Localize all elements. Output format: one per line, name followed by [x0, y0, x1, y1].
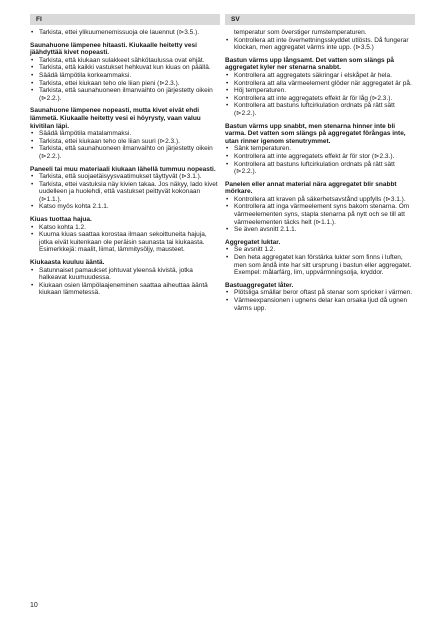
section-title: Aggregatet luktar.	[225, 238, 281, 246]
list-item: temperatur som överstiger rumstemperaturen.	[234, 29, 367, 36]
bullet-list	[30, 224, 220, 254]
list-item: • Kontrollera att inte överhettningsskyddet utlösts. Då fungerar klockan, men aggregatet värms inte upp. (⊳3.5.)	[225, 37, 415, 52]
list-item: • Satunnaiset pamaukset johtuvat yleensä kivistä, jotka halkeavat kuumuudessa.	[30, 267, 220, 282]
list-item: • Kontrollera att inga värmeelement syns bakom stenarna. Om värmeelementen syns, stapla stenarna på nytt och se till att värmeelementen täcks helt (⊳1.1.).	[225, 203, 415, 226]
troubleshooting-section	[225, 282, 415, 312]
list-item: • Kuuma kiuas saattaa korostaa ilmaan sekoittuneita hajuja, jotka eivät kuitenkaan ole peräisin saunasta tai kiukaasta. Esimerkkejä: maalit, liimat, lämmitysöljy, mausteet.	[30, 231, 220, 254]
bullet-list	[30, 130, 220, 160]
section-list	[225, 57, 415, 312]
bullet-list	[225, 72, 415, 118]
list-item: • Värmeexpansionen i ugnens delar kan orsaka ljud då ugnen värms upp.	[225, 297, 415, 312]
list-item: • Plötsliga smällar beror oftast på stenar som spricker i värmen.	[225, 289, 415, 297]
bullet-list	[225, 196, 415, 234]
bullet-list	[225, 145, 415, 175]
list-item: • Kontrollera att aggregatets säkringar i elskåpet är hela.	[225, 72, 415, 80]
list-item: • Kontrollera att kraven på säkerhetsavstånd uppfylls (⊳3.1.).	[225, 196, 415, 204]
list-item: • Tarkista, että saunahuoneen ilmanvaihto on järjestetty oikein (⊳2.2.).	[30, 87, 220, 102]
troubleshooting-section	[225, 239, 415, 277]
section-title: Bastun värms upp långsamt. Det vatten som slängs på aggregatet kyler ner stenarna snabbt.	[225, 56, 395, 72]
troubleshooting-section	[30, 216, 220, 254]
bullet-list	[30, 57, 220, 103]
list-item: • Kontrollera att inte aggregatets effekt är för låg (⊳2.3.).	[225, 95, 415, 103]
section-title: Kiuas tuottaa hajua.	[30, 216, 92, 224]
list-item: • Tarkista, ettei vastuksia näy kivien takaa. Jos näkyy, lado kivet uudelleen ja huolehdi, että vastukset peittyvät kokonaan (⊳1.1.).	[30, 181, 220, 204]
section-title: Saunahuone lämpenee nopeasti, mutta kivet eivät ehdi lämmetä. Kiukaalle heitetty vesi ei höyrysty, vaan valuu kivitilan läpi.	[30, 107, 201, 130]
section-list	[30, 42, 220, 297]
bullet-list	[30, 173, 220, 211]
list-item: • Tarkista, että kiukaan sulakkeet sähkötaulussa ovat ehjät.	[30, 57, 220, 65]
list-item: • Tarkista, että suojaetäisyysvaatimukset täyttyvät (⊳3.1.).	[30, 173, 220, 181]
list-item: • Tarkista, että kaikki vastukset hehkuvat kun kiuas on päällä.	[30, 64, 220, 72]
intro-list	[225, 29, 415, 52]
list-item: • Tarkista, ettei kiukaan teho ole liian suuri (⊳2.3.).	[30, 138, 220, 146]
section-title: Paneeli tai muu materiaali kiukaan lähellä tummuu nopeasti.	[30, 165, 216, 173]
page-number: 10	[30, 602, 38, 609]
list-item: • Den heta aggregatet kan förstärka lukter som finns i luften, men som ändå inte har sitt ursprung i bastun eller aggregatet. Exempel: målarfärg, lim, uppvärmningsolja, kryddor.	[225, 254, 415, 277]
section-title: Kiukaasta kuuluu ääntä.	[30, 259, 105, 267]
list-item: • Tarkista, että saunahuoneen ilmanvaihto on järjestetty oikein (⊳2.2.).	[30, 145, 220, 160]
troubleshooting-section	[30, 107, 220, 160]
list-item: • Katso myös kohta 2.1.1.	[30, 203, 220, 211]
list-item: • Kontrollera att alla värmeelement glöder när aggregatet är på.	[225, 80, 415, 88]
language-tab-fi: FI	[30, 14, 220, 25]
list-item: • Tarkista, ettei ylikuumenemissuoja ole lauennut (⊳3.5.).	[30, 29, 220, 37]
list-item: • Säädä lämpötila matalammaksi.	[30, 130, 220, 138]
list-item: • Se även avsnitt 2.1.1.	[225, 226, 415, 234]
list-item: • Höj temperaturen.	[225, 87, 415, 95]
list-item: • Katso kohta 1.2.	[30, 224, 220, 232]
list-item: • Kiukaan osien lämpölaajeneminen saattaa aiheuttaa ääntä kiukaan lämmetessä.	[30, 282, 220, 297]
intro-list	[30, 29, 220, 37]
list-item: • Säädä lämpötila korkeammaksi.	[30, 72, 220, 80]
troubleshooting-section	[30, 42, 220, 103]
list-item: • Kontrollera att inte aggregatets effekt är för stor (⊳2.3.).	[225, 153, 415, 161]
list-item: • Kontrollera att bastuns luftcirkulation ordnats på rätt sätt (⊳2.2.).	[225, 161, 415, 176]
troubleshooting-section	[225, 57, 415, 118]
troubleshooting-section	[30, 166, 220, 212]
bullet-list	[225, 289, 415, 312]
section-title: Panelen eller annat material nära aggregatet blir snabbt mörkare.	[225, 180, 397, 196]
troubleshooting-section	[30, 259, 220, 297]
section-title: Saunahuone lämpenee hitaasti. Kiukaalle heitetty vesi jäähdyttää kivet nopeasti.	[30, 41, 197, 57]
finnish-column	[30, 8, 220, 302]
troubleshooting-section	[225, 123, 415, 176]
list-item: • Kontrollera att bastuns luftcirkulation ordnats på rätt sätt (⊳2.2.).	[225, 102, 415, 117]
language-tab-sv: SV	[225, 14, 415, 25]
section-title: Bastun värms upp snabbt, men stenarna hinner inte bli varma. Det vatten som slängs på aggregatet förångas inte, utan rinner igenom stenutrymmet.	[225, 122, 406, 145]
swedish-column	[225, 8, 415, 317]
section-title: Bastuaggregatet låter.	[225, 281, 294, 289]
bullet-list	[30, 267, 220, 297]
troubleshooting-section	[225, 181, 415, 234]
list-item: • Se avsnitt 1.2.	[225, 246, 415, 254]
bullet-list	[225, 246, 415, 276]
list-item: • Tarkista, ettei kiukaan teho ole liian pieni (⊳2.3.).	[30, 80, 220, 88]
list-item: • Sänk temperaturen.	[225, 145, 415, 153]
